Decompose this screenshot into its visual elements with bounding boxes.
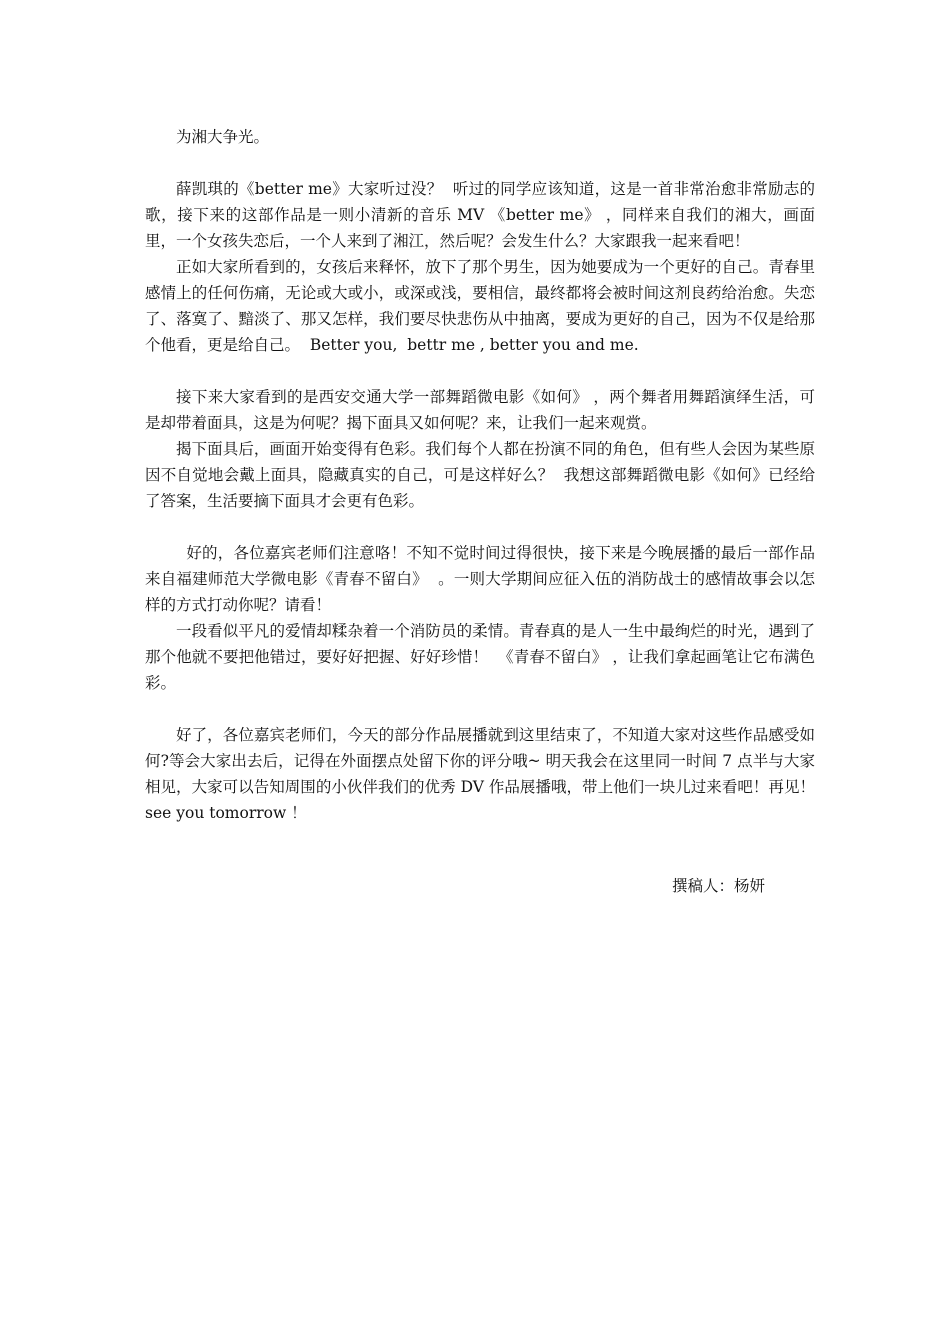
paragraph-farewell: 好了，各位嘉宾老师们，今天的部分作品展播就到这里结束了，不知道大家对这些作品感受如何?等会大家出去后，记得在外面摆点处留下你的评分哦~ 明天我会在这里同一时间 7 点半与大家相见，大家可以告知周围的小伙伴我们的优秀 DV 作品展播哦，带上他们一块儿过来看吧！再见！see you tomorrow ！ [145, 726, 815, 822]
paragraph-gap [145, 150, 815, 176]
paragraph-ruhe-intro: 接下来大家看到的是西安交通大学一部舞蹈微电影《如何》 ，两个舞者用舞蹈演绎生活，可是却带着面具，这是为何呢？揭下面具又如何呢？来，让我们一起来观赏。 [145, 388, 815, 432]
paragraph-ruhe-review: 揭下面具后，画面开始变得有色彩。我们每个人都在扮演不同的角色，但有些人会因为某些原因不自觉地会戴上面具，隐藏真实的自己，可是这样好么？ 我想这部舞蹈微电影《如何》已经给了答案，生活要摘下面具才会更有色彩。 [145, 440, 815, 510]
document-body [145, 124, 825, 826]
paragraph-gap [145, 696, 815, 722]
paragraph-gap [145, 358, 815, 384]
author-signature: 撰稿人：杨妍 [672, 877, 766, 895]
paragraph-closing-line: 为湘大争光。 [176, 128, 270, 146]
paragraph-better-me-review: 正如大家所看到的，女孩后来释怀，放下了那个男生，因为她要成为一个更好的自己。青春里感情上的任何伤痛，无论或大或小，或深或浅，要相信，最终都将会被时间这剂良药给治愈。失恋了、落寞了、黯淡了、那又怎样，我们要尽快悲伤从中抽离，要成为更好的自己，因为不仅是给那个他看，更是给自己。 Better you, bettr me , better you and me. [145, 258, 815, 354]
paragraph-qingchun-intro: 好的，各位嘉宾老师们注意咯！不知不觉时间过得很快，接下来是今晚展播的最后一部作品 来自福建师范大学微电影《青春不留白》 。一则大学期间应征入伍的消防战士的感情故事会以怎样的方式打动你呢？请看！ [145, 544, 825, 614]
paragraph-qingchun-review: 一段看似平凡的爱情却糅杂着一个消防员的柔情。青春真的是人一生中最绚烂的时光，遇到了那个他就不要把他错过，要好好把握、好好珍惜！ 《青春不留白》 ，让我们拿起画笔让它布满色彩。 [145, 622, 815, 692]
paragraph-gap [145, 514, 815, 540]
paragraph-better-me-intro: 薛凯琪的《better me》大家听过没？ 听过的同学应该知道，这是一首非常治愈非常励志的歌，接下来的这部作品是一则小清新的音乐 MV 《better me》 ，同样来自我们的湘大，画面里，一个女孩失恋后，一个人来到了湘江，然后呢？会发生什么？大家跟我一起来看吧！ [145, 180, 815, 250]
